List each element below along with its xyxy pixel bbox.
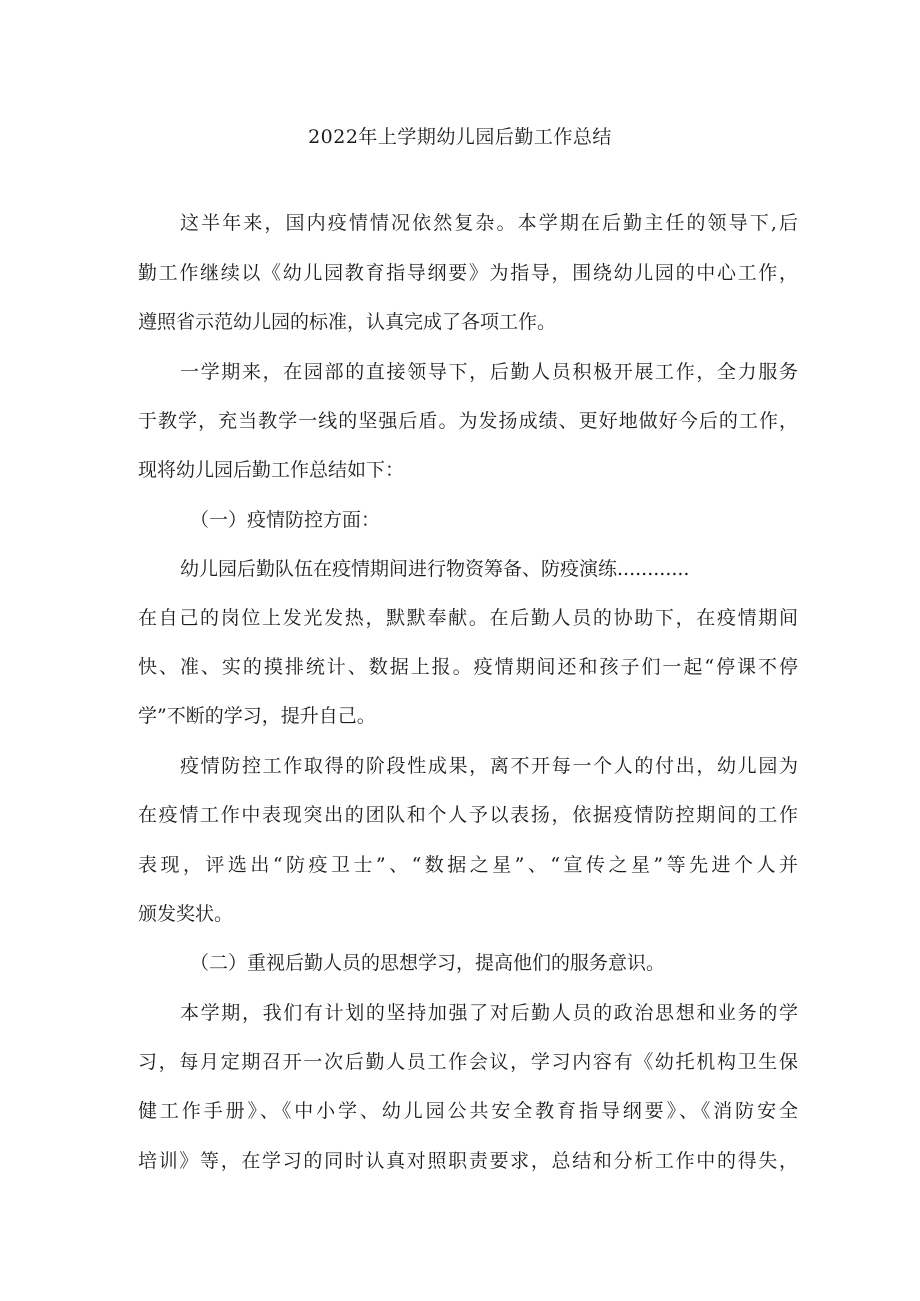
paragraph-line: 健工作手册》、《中小学、幼儿园公共安全教育指导纲要》、《消防安全 [138,1100,798,1122]
paragraph-line: 本学期，我们有计划的坚持加强了对后勤人员的政治思想和业务的学 [180,1002,798,1024]
paragraph-line: 在疫情工作中表现突出的团队和个人予以表扬，依据疫情防控期间的工作 [138,804,798,826]
paragraph-line: 勤工作继续以《幼儿园教育指导纲要》为指导，围绕幼儿园的中心工作， [138,262,798,284]
paragraph-line: 习，每月定期召开一次后勤人员工作会议，学习内容有《幼托机构卫生保 [138,1051,798,1073]
paragraph-line: 表现，评选出“防疫卫士”、“数据之星”、“宣传之星”等先进个人并 [138,854,798,876]
paragraph-line: 幼儿园后勤队伍在疫情期间进行物资筹备、防疫演练............ [180,558,690,580]
paragraph-line: 一学期来，在园部的直接领导下，后勤人员积极开展工作，全力服务 [180,361,798,383]
paragraph-line: 颁发奖状。 [138,903,234,925]
paragraph-line: 疫情防控工作取得的阶段性成果，离不开每一个人的付出，幼儿园为 [180,755,798,777]
paragraph-line: 于教学，充当教学一线的坚强后盾。为发扬成绩、更好地做好今后的工作， [138,410,798,432]
document-title: 2022年上学期幼儿园后勤工作总结 [308,126,612,148]
paragraph-line: 遵照省示范幼儿园的标准，认真完成了各项工作。 [138,311,557,333]
paragraph-line: 这半年来，国内疫情情况依然复杂。本学期在后勤主任的领导下,后 [180,212,798,234]
paragraph-line: 学”不断的学习，提升自己。 [138,705,376,727]
paragraph-line: 现将幼儿园后勤工作总结如下： [138,459,405,481]
paragraph-line: 快、准、实的摸排统计、数据上报。疫情期间还和孩子们一起“停课不停 [138,656,798,678]
paragraph-line: 在自己的岗位上发光发热，默默奉献。在后勤人员的协助下，在疫情期间 [138,607,798,629]
section-heading: （一）疫情防控方面： [190,509,381,531]
section-heading: （二）重视后勤人员的思想学习，提高他们的服务意识。 [190,952,666,974]
paragraph-line: 培训》等，在学习的同时认真对照职责要求，总结和分析工作中的得失， [138,1150,798,1172]
